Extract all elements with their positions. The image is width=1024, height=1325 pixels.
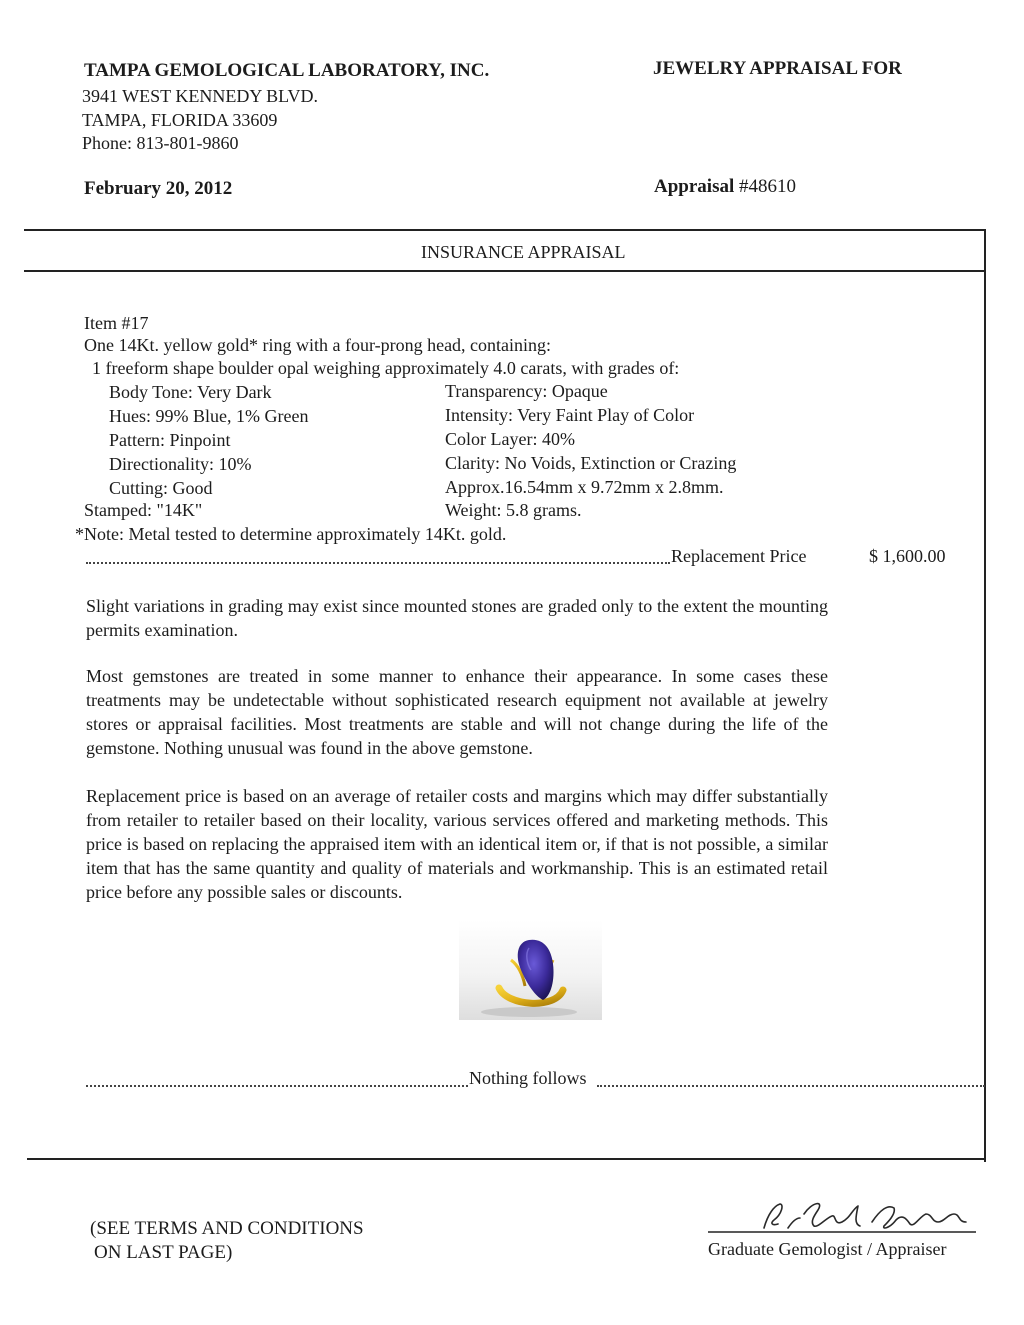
replacement-price-value: $ 1,600.00 bbox=[869, 546, 946, 566]
grade-hues: Hues: 99% Blue, 1% Green bbox=[109, 406, 309, 426]
ring-shadow bbox=[481, 1007, 577, 1017]
nothing-follows-dots-left bbox=[86, 1085, 468, 1087]
ring-band bbox=[499, 988, 563, 1003]
lab-street: 3941 WEST KENNEDY BLVD. bbox=[82, 86, 319, 106]
treatment-disclaimer: Most gemstones are treated in some manner to enhance their appearance. In some cases these treatments may be undetectable without sophisticated research equipment not available at jewelry stores or appraisal facilities. Most treatments are stable and will not change during the life of the gemstone. Nothing unusual was found in the above gemstone. bbox=[86, 666, 828, 758]
price-leader-dots bbox=[86, 562, 670, 564]
nothing-follows-dots-right bbox=[597, 1085, 985, 1087]
appraiser-signature bbox=[700, 1192, 990, 1242]
appraisal-number-label: Appraisal bbox=[654, 176, 735, 197]
section-title: INSURANCE APPRAISAL bbox=[421, 242, 626, 262]
appraisal-date: February 20, 2012 bbox=[84, 178, 233, 199]
ring-photo bbox=[459, 920, 602, 1020]
grading-disclaimer: Slight variations in grading may exist since mounted stones are graded only to the extent the mounting permits examination. bbox=[86, 596, 828, 640]
replacement-price-explanation: Replacement price is based on an average of retailer costs and margins which may differ substantially from retailer to retailer based on their locality, various services offered and marketing methods. This price is based on replacing the appraised item with an identical item or, if that is not possible, a similar item that has the same quantity and quality of materials and workmanship. This is an estimated retail price before any possible sales or discounts. bbox=[86, 786, 828, 902]
grade-color-layer: Color Layer: 40% bbox=[445, 429, 575, 449]
title-divider bbox=[24, 270, 986, 272]
item-number: Item #17 bbox=[84, 313, 149, 333]
lab-name: TAMPA GEMOLOGICAL LABORATORY, INC. bbox=[84, 60, 490, 81]
grade-intensity: Intensity: Very Faint Play of Color bbox=[445, 405, 695, 425]
grade-directionality: Directionality: 10% bbox=[109, 454, 252, 474]
box-right-rule bbox=[984, 229, 986, 1162]
nothing-follows: Nothing follows bbox=[469, 1068, 587, 1088]
item-description: One 14Kt. yellow gold* ring with a four-prong head, containing: bbox=[84, 335, 552, 355]
appraisal-for-heading: JEWELRY APPRAISAL FOR bbox=[653, 58, 902, 79]
terms-line-2: ON LAST PAGE) bbox=[94, 1242, 233, 1263]
grade-transparency: Transparency: Opaque bbox=[445, 381, 608, 401]
item-stamped: Stamped: "14K" bbox=[84, 500, 203, 520]
metal-note: *Note: Metal tested to determine approximately 14Kt. gold. bbox=[75, 524, 507, 544]
stone-description: 1 freeform shape boulder opal weighing approximately 4.0 carats, with grades of: bbox=[92, 358, 680, 378]
grade-cutting: Cutting: Good bbox=[109, 478, 213, 498]
lab-city: TAMPA, FLORIDA 33609 bbox=[82, 110, 278, 130]
opal-stone bbox=[518, 940, 554, 1000]
grade-clarity: Clarity: No Voids, Extinction or Crazing bbox=[445, 453, 737, 473]
lab-phone: Phone: 813-801-9860 bbox=[82, 133, 239, 153]
signature-scrawl bbox=[764, 1204, 966, 1228]
appraisal-number bbox=[654, 176, 796, 198]
appraisal-number-value: #48610 bbox=[734, 176, 796, 197]
replacement-price-label: Replacement Price bbox=[671, 546, 807, 566]
signer-title: Graduate Gemologist / Appraiser bbox=[708, 1239, 947, 1259]
box-bottom-rule bbox=[27, 1158, 986, 1160]
grade-body-tone: Body Tone: Very Dark bbox=[109, 382, 272, 402]
stone-dimensions: Approx.16.54mm x 9.72mm x 2.8mm. bbox=[445, 477, 724, 497]
terms-line-1: (SEE TERMS AND CONDITIONS bbox=[90, 1218, 364, 1239]
ring-illustration bbox=[459, 920, 602, 1020]
grade-pattern: Pattern: Pinpoint bbox=[109, 430, 231, 450]
item-weight: Weight: 5.8 grams. bbox=[445, 500, 582, 520]
box-top-rule bbox=[24, 229, 986, 231]
